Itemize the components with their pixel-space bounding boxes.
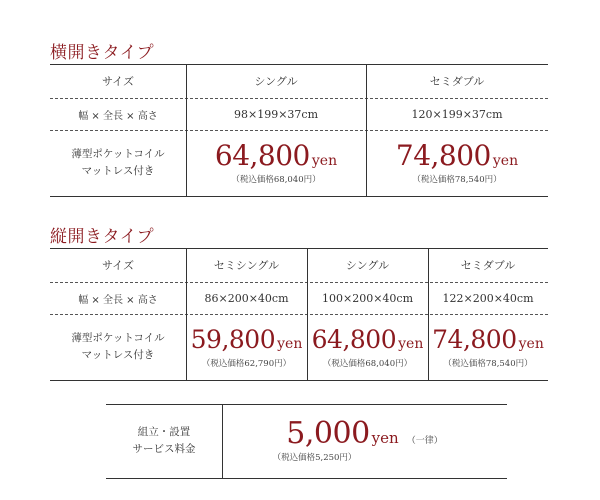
service-bottom-rule [106,478,507,479]
price-tax: （税込価格62,790円） [201,359,292,369]
section-title-tatebiraki: 縦開きタイプ [50,227,155,247]
price-tax: （税込価格78,540円） [443,359,533,369]
price-amount: 74,800 [432,325,517,354]
table1-bottom-rule [50,196,548,197]
price-tax: （税込価格68,040円） [231,175,321,185]
price-unit: yen [518,336,544,352]
price-amount: 64,800 [311,325,397,354]
price-unit: yen [371,429,399,447]
table1-header-semidouble: セミダブル [429,75,485,88]
product-label-line2: マットレス付き [81,349,155,361]
price-tax: （税込価格78,540円） [412,175,502,185]
service-label-line2: サービス料金 [132,443,196,455]
table1-product-label [50,130,186,196]
price-unit: yen [277,336,303,352]
table2-dim-semisingle: 86×200×40cm [204,291,289,305]
flat-rate-note: （一律） [406,436,443,446]
table1-dim-semidouble: 120×199×37cm [411,107,503,121]
price-unit: yen [398,336,424,352]
table1-header-single: シングル [254,75,298,88]
service-label [106,404,222,478]
price-amount: 5,000 [286,416,370,451]
table2-dim-semidouble: 122×200×40cm [442,291,534,305]
table2-header-semisingle: セミシングル [213,259,280,272]
price-unit: yen [311,153,338,169]
table2-price-single [307,314,428,380]
price-tax: （税込価格5,250円） [272,453,357,463]
table1-dim-single: 98×199×37cm [233,107,318,121]
price-amount: 59,800 [190,325,276,354]
service-label-line1: 組立・設置 [137,426,191,438]
table1-price-semidouble [366,130,548,196]
service-price [222,404,507,478]
table1-header-size: サイズ [101,75,135,88]
price-tax: （税込価格68,040円） [322,359,413,369]
price-amount: 64,800 [214,139,310,172]
table2-price-semidouble [428,314,548,380]
table2-header-semidouble: セミダブル [460,259,516,272]
table2-bottom-rule [50,380,548,381]
product-label-line1: 薄型ポケットコイル [71,332,165,344]
table2-header-size: サイズ [101,259,135,272]
product-label-line1: 薄型ポケットコイル [71,148,165,160]
price-amount: 74,800 [395,139,491,172]
section-title-yokobiraki: 横開きタイプ [50,43,155,63]
table2-dim-label: 幅 × 全長 × 高さ [78,294,158,306]
table2-price-semisingle [186,314,307,380]
product-label-line2: マットレス付き [81,165,155,177]
table1-price-single [186,130,366,196]
table2-dim-single: 100×200×40cm [321,291,413,305]
price-unit: yen [492,153,519,169]
table1-dim-label: 幅 × 全長 × 高さ [78,110,158,122]
table2-product-label [50,314,186,380]
table2-header-single: シングル [345,259,390,272]
